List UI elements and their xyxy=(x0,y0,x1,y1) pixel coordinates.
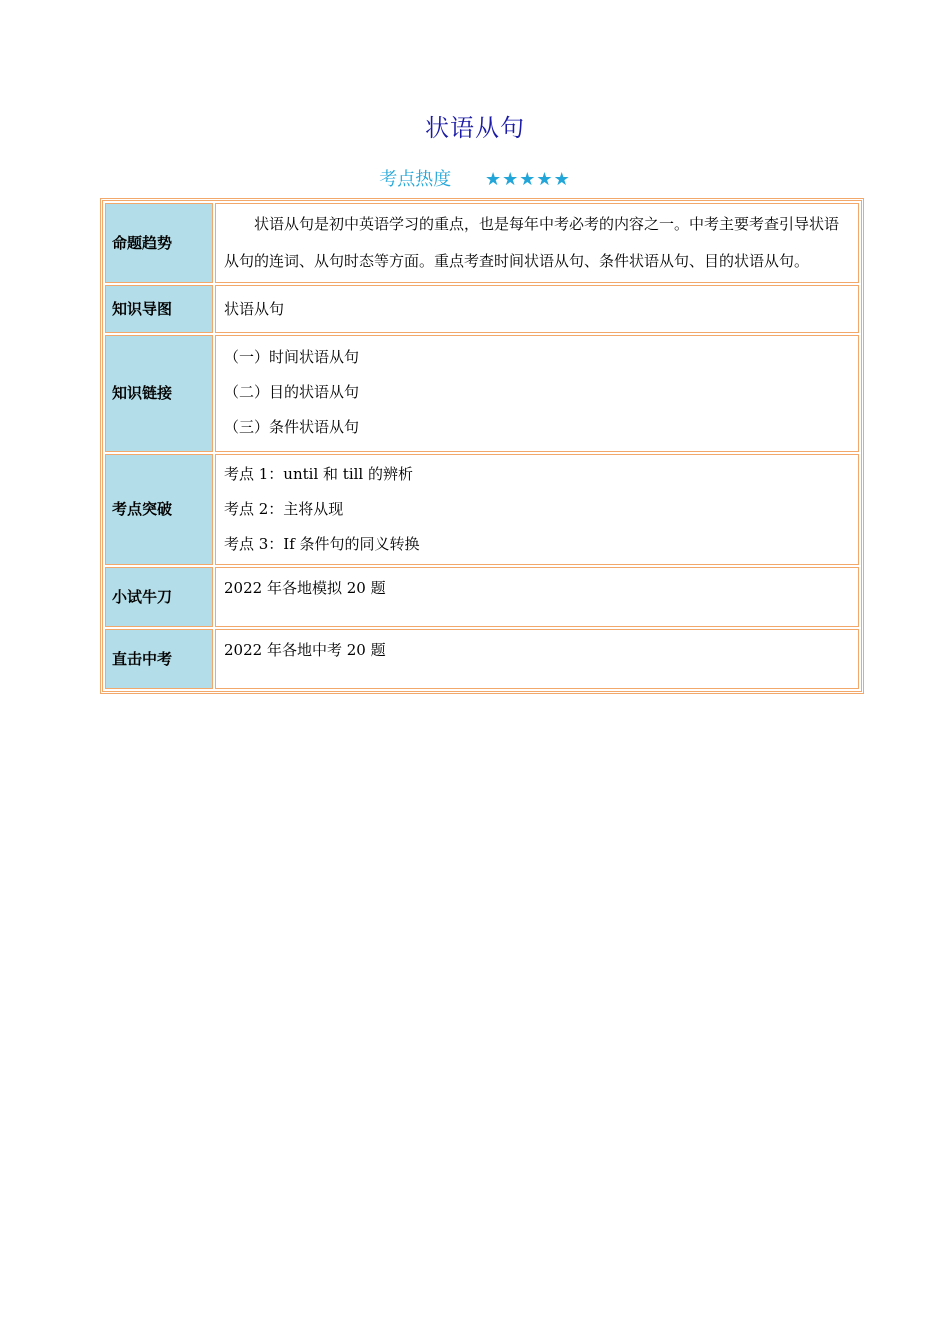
row-label: 直击中考 xyxy=(105,629,213,689)
row-label: 考点突破 xyxy=(105,454,213,565)
content-line: 考点 3：If 条件句的同义转换 xyxy=(224,535,420,553)
content-line: 考点 2：主将从现 xyxy=(224,500,344,518)
content-line: （一）时间状语从句 xyxy=(224,348,360,366)
table-row xyxy=(105,335,859,452)
row-content xyxy=(215,203,859,283)
content-line: 2022 年各地模拟 20 题 xyxy=(224,579,386,597)
row-label: 知识导图 xyxy=(105,285,213,333)
table-row xyxy=(105,454,859,565)
content-line: 状语从句 xyxy=(224,299,285,318)
content-line: （二）目的状语从句 xyxy=(224,383,360,401)
row-content xyxy=(215,335,859,452)
star-rating-icon: ★★★★★ xyxy=(485,169,571,190)
table-row xyxy=(105,203,859,283)
table-row xyxy=(105,567,859,627)
table-row xyxy=(105,285,859,333)
row-content xyxy=(215,567,859,627)
page-title: 状语从句 xyxy=(425,114,525,142)
outline-table-frame xyxy=(100,198,864,694)
outline-table xyxy=(103,201,861,691)
row-label: 知识链接 xyxy=(105,335,213,452)
heat-rating xyxy=(0,165,950,191)
content-line: 考点 1：until 和 till 的辨析 xyxy=(224,465,413,483)
content-line: 2022 年各地中考 20 题 xyxy=(224,641,386,659)
row-label: 小试牛刀 xyxy=(105,567,213,627)
row-content xyxy=(215,285,859,333)
row-content xyxy=(215,454,859,565)
row-label: 命题趋势 xyxy=(105,203,213,283)
content-line: （三）条件状语从句 xyxy=(224,418,360,436)
table-row xyxy=(105,629,859,689)
heat-label: 考点热度 xyxy=(379,169,452,190)
trend-paragraph: 状语从句是初中英语学习的重点，也是每年中考必考的内容之一。中考主要考查引导状语从句的连词、从句时态等方面。重点考查时间状语从句、条件状语从句、目的状语从句。 xyxy=(224,215,840,270)
row-content xyxy=(215,629,859,689)
